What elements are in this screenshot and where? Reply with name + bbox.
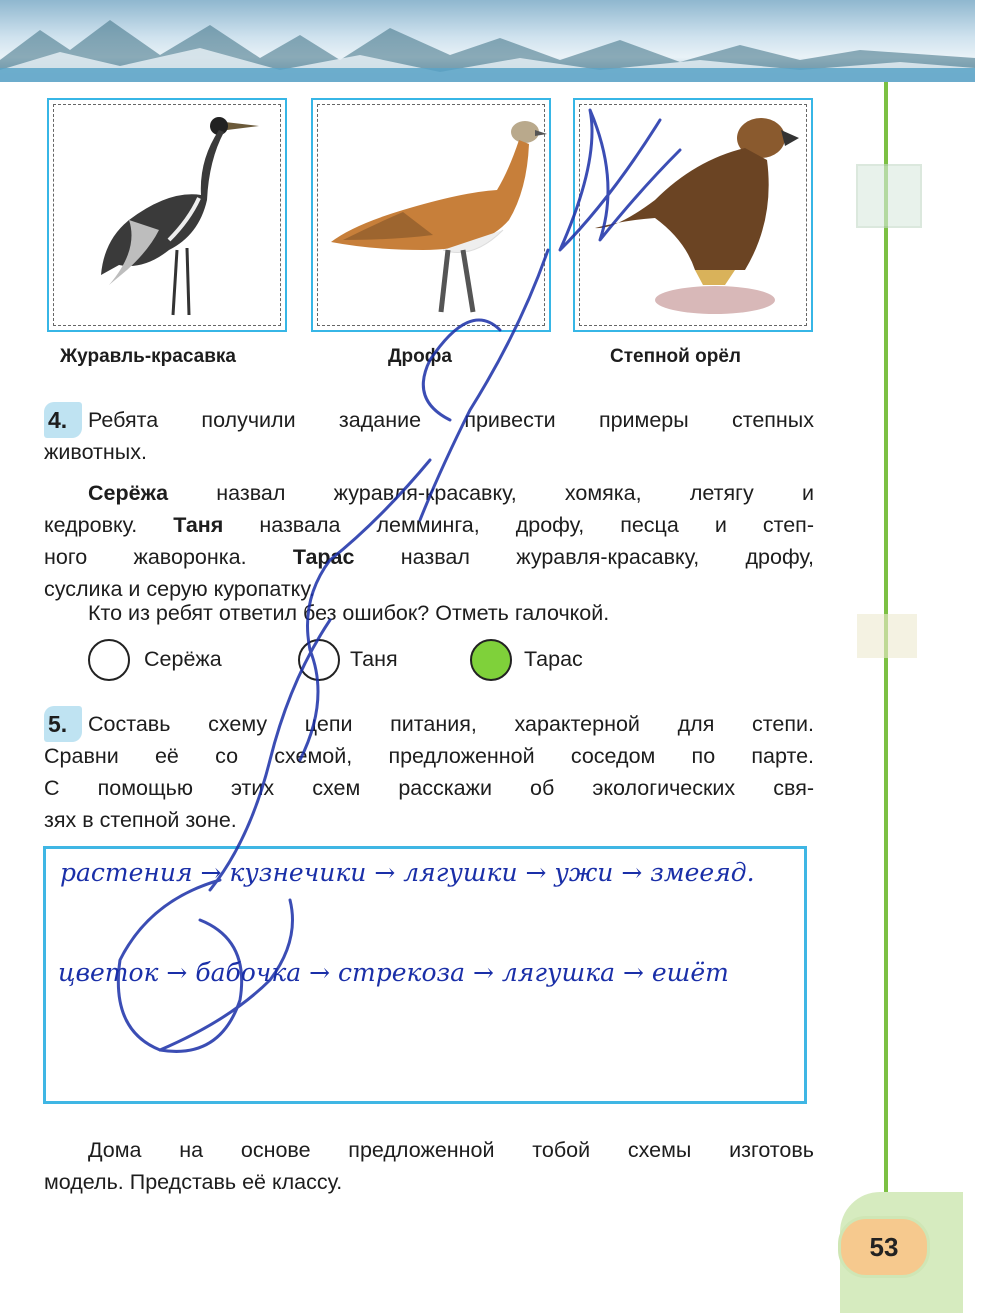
pupil-name-seryozha: Серёжа: [88, 481, 169, 505]
option-circle-taras-selected[interactable]: [470, 639, 512, 681]
bleed-through-icon: [856, 164, 922, 228]
task4-intro-line2: животных.: [44, 440, 147, 464]
task-number-5: 5.: [44, 706, 82, 742]
page-number: 53: [838, 1216, 930, 1278]
option-circle-seryozha[interactable]: [88, 639, 130, 681]
handwritten-chain-1: растения → кузнечики → лягушки → ужи → змееяд.: [60, 858, 755, 887]
option-label-tanya: Таня: [350, 647, 398, 671]
task4-question: Кто из ребят ответил без ошибок? Отметь галочкой.: [88, 601, 610, 625]
bird-card-bustard: [311, 98, 551, 332]
margin-green-rule: [884, 82, 888, 1262]
option-circle-tanya[interactable]: [298, 639, 340, 681]
bird-card-crane: [47, 98, 287, 332]
crane-illustration: [49, 100, 285, 330]
bird-card-eagle: [573, 98, 813, 332]
task4-intro: [44, 404, 814, 468]
bleed-through-icon: [857, 614, 917, 658]
task4-answers-paragraph: Серёжа назвал журавля-красавку, хомяка, летягу и кедровку. Таня назвала лемминга, дрофу, песца и степ- ного жаворонка. Тарас назвал журавля-красавку, дрофу, суслика и серую куропатку.: [44, 481, 814, 601]
task4-intro-line1: Ребята получили задание привести примеры степных: [88, 408, 814, 432]
pupil-name-tanya: Таня: [173, 513, 224, 537]
option-label-seryozha: Серёжа: [144, 647, 222, 671]
header-stripe: [0, 68, 975, 82]
bird-name-eagle: Степной орёл: [610, 346, 741, 367]
handwritten-chain-2: цветок → бабочка → стрекоза → лягушка → ешёт: [58, 958, 729, 987]
task-number-4: 4.: [44, 402, 82, 438]
task5-text: Составь схему цепи питания, характерной для степи. Сравни её со схемой, предложенной соседом по парте. С помощью этих схем расскажи об экологических свя- зях в степной зоне.: [44, 712, 814, 832]
bird-name-bustard: Дрофа: [388, 346, 452, 367]
bird-name-crane: Журавль-красавка: [60, 346, 236, 367]
homework-text: Дома на основе предложенной тобой схемы изготовь модель. Представь её классу.: [44, 1138, 814, 1194]
bustard-illustration: [313, 100, 549, 330]
option-label-taras: Тарас: [524, 647, 583, 671]
pupil-name-taras: Тарас: [292, 545, 355, 569]
eagle-illustration: [575, 100, 811, 330]
